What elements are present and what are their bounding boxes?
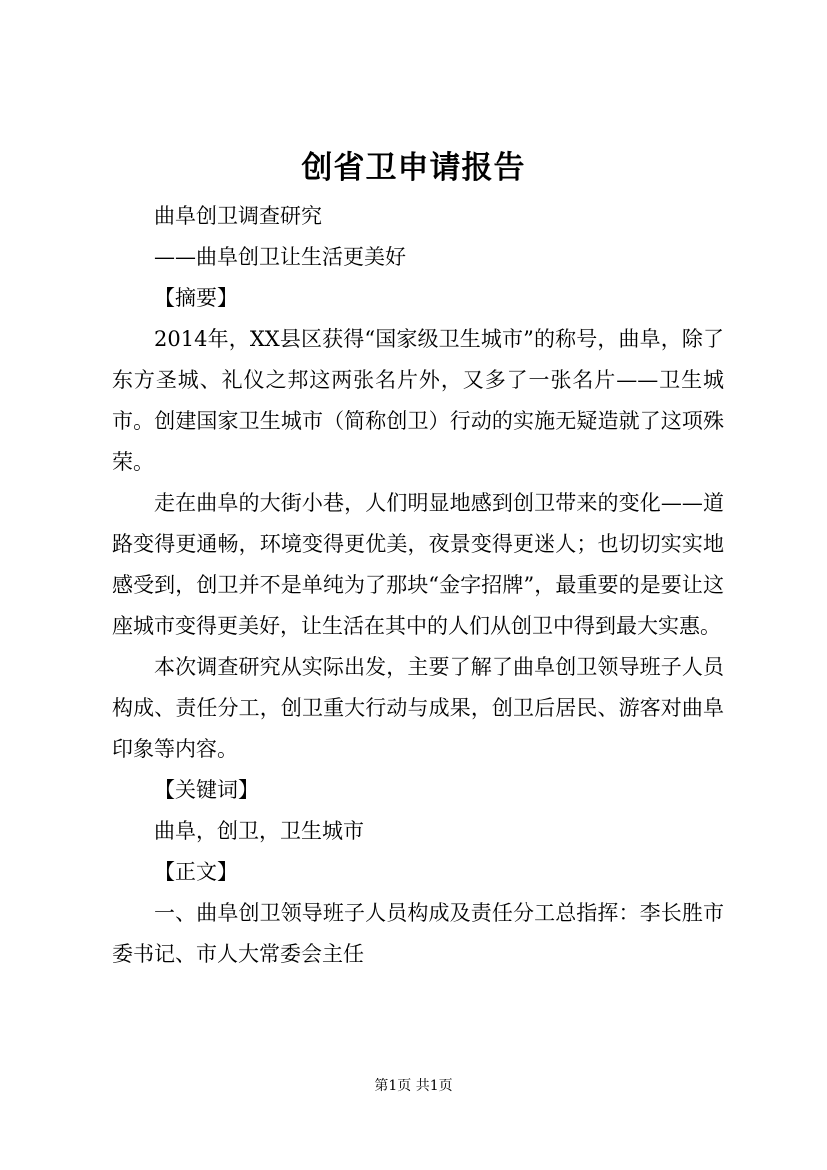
subtitle-line: 曲阜创卫调查研究 <box>154 204 322 228</box>
document-title: 创省卫申请报告 <box>301 150 526 186</box>
keywords-text: 曲阜，创卫，卫生城市 <box>154 819 364 843</box>
subtitle-slogan: ——曲阜创卫让生活更美好 <box>154 245 406 269</box>
section-one-paragraph: 一、曲阜创卫领导班子人员构成及责任分工总指挥：李长胜市委书记、市人大常委会主任 <box>112 901 724 966</box>
keywords-heading: 【关键词】 <box>154 778 259 802</box>
abstract-heading: 【摘要】 <box>154 286 238 310</box>
abstract-paragraph-3: 本次调查研究从实际出发，主要了解了曲阜创卫领导班子人员构成、责任分工，创卫重大行动与成果，创卫后居民、游客对曲阜印象等内容。 <box>112 655 724 761</box>
abstract-paragraph-1: 2014年，XX县区获得“国家级卫生城市”的称号，曲阜，除了东方圣城、礼仪之邦这两张名片外，又多了一张名片——卫生城市。创建国家卫生城市（简称创卫）行动的实施无疑造就了这项殊荣。 <box>112 327 724 474</box>
page-number-footer: 第1页 共1页 <box>374 1078 453 1094</box>
document-body <box>112 196 724 975</box>
main-text-heading: 【正文】 <box>154 860 238 884</box>
abstract-paragraph-2: 走在曲阜的大街小巷，人们明显地感到创卫带来的变化——道路变得更通畅，环境变得更优美，夜景变得更迷人；也切切实实地感受到，创卫并不是单纯为了那块“金字招牌”，最重要的是要让这座城市变得更美好，让生活在其中的人们从创卫中得到最大实惠。 <box>112 491 724 638</box>
